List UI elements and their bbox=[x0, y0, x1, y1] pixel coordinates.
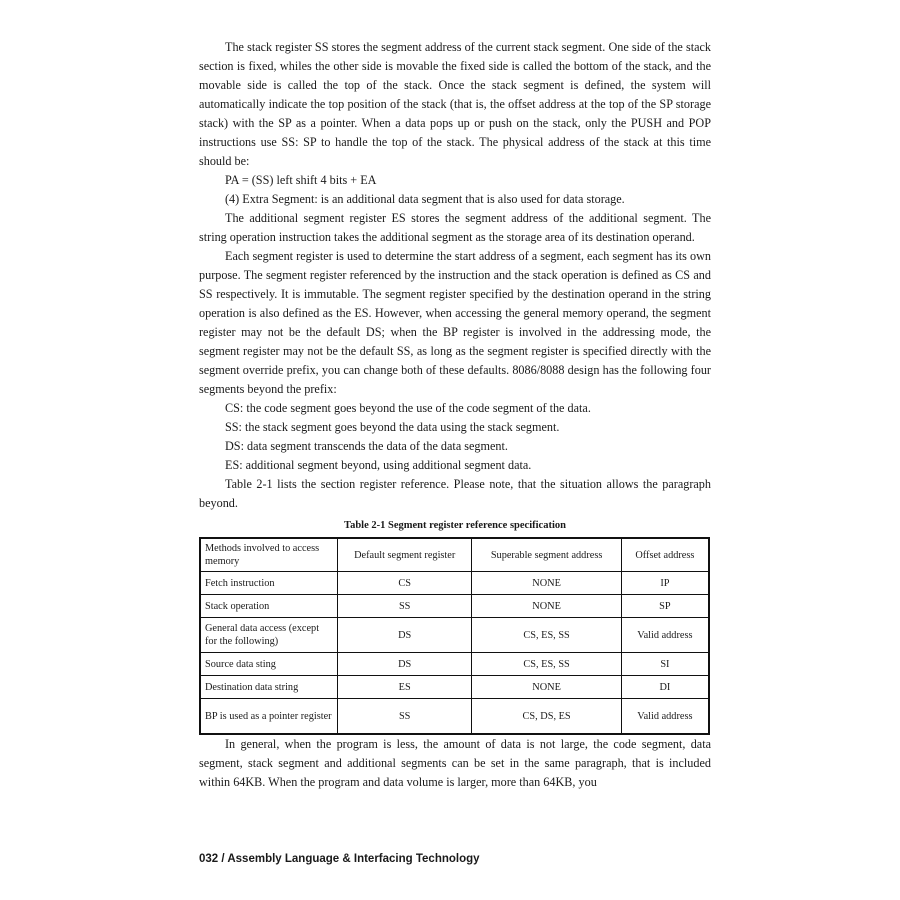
table-cell: SS bbox=[337, 699, 471, 735]
paragraph-segment-purpose: Each segment register is used to determine the start address of a segment, each segment has its own purpose. The segment register referenced by the instruction and the stack operation is defined as CS and SS respectively. It is immutable. The segment register specified by the destination operand in the string operation is also defined as the ES. However, when accessing the general memory operand, the segment register may not be the default DS; when the BP register is involved in the addressing mode, the segment register may not be the default SS, as long as the segment register is specified directly with the segment override prefix, you can change both of these defaults. 8086/8088 design has the following four segments beyond the prefix: bbox=[199, 249, 711, 396]
table-header-cell: Default segment register bbox=[337, 538, 471, 572]
list-item-ds: DS: data segment transcends the data of the data segment. bbox=[225, 439, 508, 453]
table-cell: DI bbox=[621, 676, 709, 699]
table-cell: DS bbox=[337, 618, 471, 653]
table-cell: NONE bbox=[472, 595, 621, 618]
paragraph-extra-segment: (4) Extra Segment: is an additional data segment that is also used for data storage. bbox=[225, 192, 625, 206]
table-cell: SS bbox=[337, 595, 471, 618]
page-body bbox=[199, 38, 711, 792]
table-cell: CS, ES, SS bbox=[472, 618, 621, 653]
table-row bbox=[200, 676, 709, 699]
table-header-cell: Methods involved to access memory bbox=[200, 538, 337, 572]
table-cell: CS bbox=[337, 572, 471, 595]
segment-register-table bbox=[199, 537, 710, 735]
table-cell: NONE bbox=[472, 572, 621, 595]
table-row bbox=[200, 618, 709, 653]
table-cell: Stack operation bbox=[200, 595, 337, 618]
table-header-cell: Superable segment address bbox=[472, 538, 621, 572]
table-cell: Destination data string bbox=[200, 676, 337, 699]
page-footer: 032 / Assembly Language & Interfacing Technology bbox=[199, 853, 480, 865]
table-cell: ES bbox=[337, 676, 471, 699]
paragraph-general: In general, when the program is less, the amount of data is not large, the code segment, data segment, stack segment and additional segments can be set in the same paragraph, that is included within 64KB. When the program and data volume is larger, more than 64KB, you bbox=[199, 737, 711, 789]
table-cell: General data access (except for the following) bbox=[200, 618, 337, 653]
table-header-cell: Offset address bbox=[621, 538, 709, 572]
formula-physical-address: PA = (SS) left shift 4 bits + EA bbox=[225, 173, 377, 187]
paragraph-stack-register: The stack register SS stores the segment address of the current stack segment. One side of the stack section is fixed, whiles the other side is movable the fixed side is called the bottom of the stack, and the movable side is called the top of the stack. Once the stack segment is defined, the system will automatically indicate the top position of the stack (that is, the offset address at the top of the SP storage stack) with the SP as a pointer. When a data pops up or push on the stack, only the PUSH and POP instructions use SS: SP to handle the top of the stack. The physical address of the stack at this time should be: bbox=[199, 40, 711, 168]
table-cell: Valid address bbox=[621, 699, 709, 735]
list-item-es: ES: additional segment beyond, using additional segment data. bbox=[225, 458, 532, 472]
paragraph-es-register: The additional segment register ES stores the segment address of the additional segment. The string operation instruction takes the additional segment as the storage area of its destination operand. bbox=[199, 211, 711, 244]
table-cell: Valid address bbox=[621, 618, 709, 653]
table-caption: Table 2-1 Segment register reference specification bbox=[344, 520, 566, 531]
table-cell: NONE bbox=[472, 676, 621, 699]
table-cell: SP bbox=[621, 595, 709, 618]
table-row bbox=[200, 653, 709, 676]
table-cell: CS, DS, ES bbox=[472, 699, 621, 735]
list-item-cs: CS: the code segment goes beyond the use of the code segment of the data. bbox=[225, 401, 591, 415]
table-cell: IP bbox=[621, 572, 709, 595]
table-cell: CS, ES, SS bbox=[472, 653, 621, 676]
table-cell: SI bbox=[621, 653, 709, 676]
paragraphs-top bbox=[199, 38, 711, 513]
table-header-row bbox=[200, 538, 709, 572]
table-cell: Source data sting bbox=[200, 653, 337, 676]
paragraph-table-intro: Table 2-1 lists the section register reference. Please note, that the situation allows the paragraph beyond. bbox=[199, 477, 711, 510]
table-cell: BP is used as a pointer register bbox=[200, 699, 337, 735]
table-cell: DS bbox=[337, 653, 471, 676]
table-row bbox=[200, 595, 709, 618]
table-row bbox=[200, 699, 709, 735]
table-row bbox=[200, 572, 709, 595]
list-item-ss: SS: the stack segment goes beyond the data using the stack segment. bbox=[225, 420, 560, 434]
table-cell: Fetch instruction bbox=[200, 572, 337, 595]
